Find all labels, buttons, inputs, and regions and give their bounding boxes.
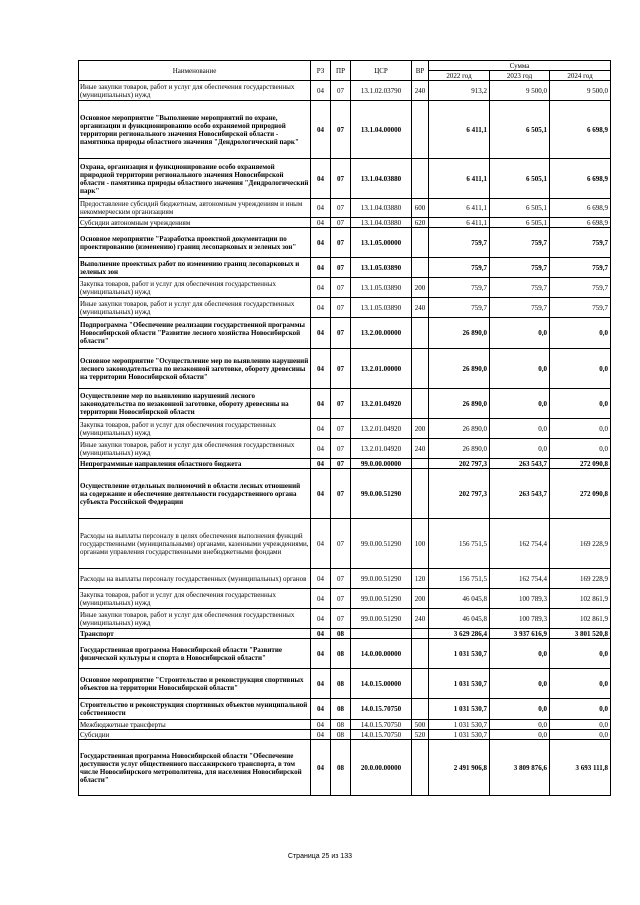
cell-rz: 04 bbox=[311, 669, 331, 699]
cell-2023: 100 789,3 bbox=[490, 609, 550, 629]
cell-rz: 04 bbox=[311, 228, 331, 258]
cell-name: Предоставление субсидий бюджетным, автономным учреждениям и иным некоммерческим организациям bbox=[79, 199, 311, 218]
cell-2023: 0,0 bbox=[490, 349, 550, 389]
cell-2024: 9 500,0 bbox=[550, 81, 611, 101]
cell-vr bbox=[412, 101, 429, 159]
cell-pr: 07 bbox=[331, 218, 351, 228]
table-row bbox=[79, 419, 611, 439]
cell-2024: 102 861,9 bbox=[550, 589, 611, 609]
cell-name: Основное мероприятие "Строительство и реконструкция спортивных объектов на территории Новосибирской области" bbox=[79, 669, 311, 699]
cell-pr: 07 bbox=[331, 258, 351, 278]
cell-2022: 1 031 530,7 bbox=[429, 720, 490, 730]
cell-rz: 04 bbox=[311, 199, 331, 218]
table-row bbox=[79, 258, 611, 278]
cell-2023: 6 505,1 bbox=[490, 101, 550, 159]
cell-2024: 759,7 bbox=[550, 298, 611, 318]
cell-pr: 07 bbox=[331, 81, 351, 101]
cell-vr: 240 bbox=[412, 439, 429, 459]
cell-name: Иные закупки товаров, работ и услуг для обеспечения государственных (муниципальных) нужд bbox=[79, 298, 311, 318]
cell-2023: 6 505,1 bbox=[490, 218, 550, 228]
cell-2023: 263 543,7 bbox=[490, 469, 550, 519]
table-row bbox=[79, 218, 611, 228]
cell-pr: 07 bbox=[331, 199, 351, 218]
table-row bbox=[79, 609, 611, 629]
cell-rz: 04 bbox=[311, 419, 331, 439]
cell-csr: 14.0.15.70750 bbox=[351, 699, 412, 720]
col-pr-header: ПР bbox=[331, 61, 351, 81]
cell-2022: 759,7 bbox=[429, 298, 490, 318]
cell-name: Подпрограмма "Обеспечение реализации государственной программы Новосибирской области "Развитие лесного хозяйства Новосибирской области" bbox=[79, 318, 311, 349]
table-row bbox=[79, 81, 611, 101]
cell-2022: 1 031 530,7 bbox=[429, 669, 490, 699]
cell-csr: 13.1.02.03790 bbox=[351, 81, 412, 101]
budget-sheet bbox=[78, 60, 610, 796]
cell-2024: 0,0 bbox=[550, 720, 611, 730]
cell-2022: 6 411,1 bbox=[429, 159, 490, 199]
cell-2024: 3 801 520,8 bbox=[550, 629, 611, 639]
cell-2023: 162 754,4 bbox=[490, 569, 550, 589]
cell-vr bbox=[412, 639, 429, 669]
cell-2023: 263 543,7 bbox=[490, 459, 550, 469]
table-row bbox=[79, 569, 611, 589]
table-row bbox=[79, 298, 611, 318]
cell-2022: 156 751,5 bbox=[429, 519, 490, 569]
cell-2024: 0,0 bbox=[550, 439, 611, 459]
cell-vr: 240 bbox=[412, 81, 429, 101]
cell-pr: 08 bbox=[331, 730, 351, 740]
cell-rz: 04 bbox=[311, 699, 331, 720]
cell-rz: 04 bbox=[311, 519, 331, 569]
cell-vr: 520 bbox=[412, 730, 429, 740]
cell-rz: 04 bbox=[311, 349, 331, 389]
table-row bbox=[79, 439, 611, 459]
cell-csr: 13.2.00.00000 bbox=[351, 318, 412, 349]
cell-pr: 07 bbox=[331, 469, 351, 519]
cell-pr: 07 bbox=[331, 228, 351, 258]
cell-name: Основное мероприятие "Осуществление мер по выявлению нарушений лесного законодательства по незаконной заготовке, обороту древесины на территории Новосибирской области" bbox=[79, 349, 311, 389]
cell-2024: 3 693 111,8 bbox=[550, 740, 611, 796]
cell-name: Иные закупки товаров, работ и услуг для обеспечения государственных (муниципальных) нужд bbox=[79, 439, 311, 459]
cell-csr: 13.2.01.04920 bbox=[351, 389, 412, 419]
cell-2022: 3 629 286,4 bbox=[429, 629, 490, 639]
cell-pr: 07 bbox=[331, 439, 351, 459]
table-row bbox=[79, 318, 611, 349]
cell-2022: 202 797,3 bbox=[429, 469, 490, 519]
cell-csr: 13.1.05.00000 bbox=[351, 228, 412, 258]
cell-name: Субсидии автономным учреждениям bbox=[79, 218, 311, 228]
cell-name: Расходы на выплаты персоналу государственных (муниципальных) органов bbox=[79, 569, 311, 589]
cell-name: Непрограммные направления областного бюджета bbox=[79, 459, 311, 469]
cell-name: Основное мероприятие "Разработка проектной документации по проектированию (изменению) границ лесопарковых и зеленых зон" bbox=[79, 228, 311, 258]
cell-pr: 07 bbox=[331, 419, 351, 439]
cell-rz: 04 bbox=[311, 81, 331, 101]
cell-rz: 04 bbox=[311, 720, 331, 730]
table-row bbox=[79, 699, 611, 720]
cell-rz: 04 bbox=[311, 629, 331, 639]
cell-name: Государственная программа Новосибирской области "Обеспечение доступности услуг общественного пассажирского транспорта, в том числе Новосибирского метрополитена, для населения Новосибирской области" bbox=[79, 740, 311, 796]
cell-name: Субсидии bbox=[79, 730, 311, 740]
cell-csr: 13.2.01.04920 bbox=[351, 419, 412, 439]
col-csr-header: ЦСР bbox=[351, 61, 412, 81]
cell-csr: 13.1.05.03890 bbox=[351, 278, 412, 298]
page-number: Страница 25 из 133 bbox=[287, 853, 353, 860]
cell-pr: 07 bbox=[331, 298, 351, 318]
cell-vr bbox=[412, 459, 429, 469]
table-row bbox=[79, 519, 611, 569]
table-row bbox=[79, 349, 611, 389]
table-row bbox=[79, 629, 611, 639]
cell-csr: 14.0.15.70750 bbox=[351, 730, 412, 740]
cell-rz: 04 bbox=[311, 439, 331, 459]
cell-name: Закупка товаров, работ и услуг для обеспечения государственных (муниципальных) нужд bbox=[79, 589, 311, 609]
table-row bbox=[79, 101, 611, 159]
col-year-2024: 2024 год bbox=[550, 71, 611, 81]
cell-2022: 26 890,0 bbox=[429, 419, 490, 439]
cell-2022: 26 890,0 bbox=[429, 389, 490, 419]
cell-vr: 200 bbox=[412, 419, 429, 439]
cell-pr: 08 bbox=[331, 669, 351, 699]
cell-2024: 272 090,8 bbox=[550, 469, 611, 519]
cell-vr bbox=[412, 349, 429, 389]
cell-2024: 0,0 bbox=[550, 639, 611, 669]
cell-vr bbox=[412, 629, 429, 639]
cell-2024: 102 861,9 bbox=[550, 609, 611, 629]
cell-pr: 08 bbox=[331, 720, 351, 730]
cell-name: Строительство и реконструкция спортивных объектов муниципальной собственности bbox=[79, 699, 311, 720]
cell-pr: 07 bbox=[331, 278, 351, 298]
cell-rz: 04 bbox=[311, 298, 331, 318]
cell-rz: 04 bbox=[311, 469, 331, 519]
cell-vr bbox=[412, 740, 429, 796]
col-rz-header: РЗ bbox=[311, 61, 331, 81]
cell-2023: 0,0 bbox=[490, 389, 550, 419]
cell-csr: 13.2.01.04920 bbox=[351, 439, 412, 459]
cell-2022: 759,7 bbox=[429, 278, 490, 298]
cell-vr bbox=[412, 258, 429, 278]
cell-csr: 99.0.00.51290 bbox=[351, 519, 412, 569]
cell-2023: 9 500,0 bbox=[490, 81, 550, 101]
cell-2023: 0,0 bbox=[490, 318, 550, 349]
cell-2023: 6 505,1 bbox=[490, 159, 550, 199]
budget-table bbox=[78, 60, 611, 796]
cell-vr: 200 bbox=[412, 589, 429, 609]
cell-rz: 04 bbox=[311, 569, 331, 589]
cell-name: Иные закупки товаров, работ и услуг для обеспечения государственных (муниципальных) нужд bbox=[79, 81, 311, 101]
cell-pr: 08 bbox=[331, 639, 351, 669]
col-name-header: Наименование bbox=[79, 61, 311, 81]
table-row bbox=[79, 740, 611, 796]
cell-vr: 200 bbox=[412, 278, 429, 298]
cell-csr: 99.0.00.51290 bbox=[351, 569, 412, 589]
cell-csr: 20.0.00.00000 bbox=[351, 740, 412, 796]
cell-2022: 46 045,8 bbox=[429, 589, 490, 609]
cell-csr: 13.1.05.03890 bbox=[351, 298, 412, 318]
cell-2022: 6 411,1 bbox=[429, 101, 490, 159]
cell-2022: 26 890,0 bbox=[429, 318, 490, 349]
col-year-2022: 2022 год bbox=[429, 71, 490, 81]
cell-csr: 14.0.00.00000 bbox=[351, 639, 412, 669]
cell-2022: 913,2 bbox=[429, 81, 490, 101]
cell-2024: 6 698,9 bbox=[550, 218, 611, 228]
cell-2024: 0,0 bbox=[550, 389, 611, 419]
cell-2024: 0,0 bbox=[550, 349, 611, 389]
cell-csr: 13.1.04.03880 bbox=[351, 159, 412, 199]
cell-rz: 04 bbox=[311, 278, 331, 298]
cell-pr: 07 bbox=[331, 609, 351, 629]
cell-2024: 0,0 bbox=[550, 419, 611, 439]
cell-rz: 04 bbox=[311, 218, 331, 228]
cell-2022: 759,7 bbox=[429, 228, 490, 258]
cell-name: Основное мероприятие "Выполнение мероприятий по охране, организации и функционированию особо охраняемой природной территории регионального значения Новосибирской области - памятника природы областного значения "Дендрологический парк" bbox=[79, 101, 311, 159]
cell-vr bbox=[412, 389, 429, 419]
cell-csr: 13.2.01.00000 bbox=[351, 349, 412, 389]
cell-2024: 6 698,9 bbox=[550, 199, 611, 218]
cell-pr: 07 bbox=[331, 159, 351, 199]
cell-pr: 07 bbox=[331, 101, 351, 159]
cell-vr bbox=[412, 669, 429, 699]
cell-csr: 14.0.15.00000 bbox=[351, 669, 412, 699]
cell-rz: 04 bbox=[311, 159, 331, 199]
cell-2023: 0,0 bbox=[490, 419, 550, 439]
cell-name: Межбюджетные трансферты bbox=[79, 720, 311, 730]
cell-2022: 1 031 530,7 bbox=[429, 730, 490, 740]
table-row bbox=[79, 730, 611, 740]
cell-rz: 04 bbox=[311, 639, 331, 669]
table-row bbox=[79, 459, 611, 469]
cell-rz: 04 bbox=[311, 609, 331, 629]
cell-name: Закупка товаров, работ и услуг для обеспечения государственных (муниципальных) нужд bbox=[79, 278, 311, 298]
table-row bbox=[79, 720, 611, 730]
cell-pr: 08 bbox=[331, 740, 351, 796]
cell-2023: 0,0 bbox=[490, 730, 550, 740]
cell-2024: 169 228,9 bbox=[550, 569, 611, 589]
cell-2024: 6 698,9 bbox=[550, 101, 611, 159]
cell-csr: 13.1.04.00000 bbox=[351, 101, 412, 159]
cell-2022: 1 031 530,7 bbox=[429, 699, 490, 720]
cell-2023: 759,7 bbox=[490, 278, 550, 298]
cell-name: Охрана, организация и функционирование особо охраняемой природной территории регионального значения Новосибирской области - памятника природы областного значения "Дендрологический парк" bbox=[79, 159, 311, 199]
cell-2022: 26 890,0 bbox=[429, 349, 490, 389]
cell-name: Расходы на выплаты персоналу в целях обеспечения выполнения функций государственными (муниципальными) органами, казенными учреждениями, органами управления государственными внебюджетными фондами bbox=[79, 519, 311, 569]
cell-rz: 04 bbox=[311, 318, 331, 349]
cell-pr: 08 bbox=[331, 699, 351, 720]
cell-vr bbox=[412, 699, 429, 720]
cell-2024: 0,0 bbox=[550, 730, 611, 740]
table-row bbox=[79, 589, 611, 609]
cell-2024: 759,7 bbox=[550, 258, 611, 278]
cell-pr: 07 bbox=[331, 318, 351, 349]
cell-rz: 04 bbox=[311, 101, 331, 159]
cell-name: Транспорт bbox=[79, 629, 311, 639]
cell-2023: 0,0 bbox=[490, 720, 550, 730]
cell-2024: 759,7 bbox=[550, 228, 611, 258]
cell-2023: 3 809 876,6 bbox=[490, 740, 550, 796]
table-row bbox=[79, 669, 611, 699]
cell-pr: 08 bbox=[331, 629, 351, 639]
cell-2022: 2 491 906,8 bbox=[429, 740, 490, 796]
cell-2022: 6 411,1 bbox=[429, 218, 490, 228]
cell-name: Осуществление отдельных полномочий в области лесных отношений на содержание и обеспечение деятельности государственного органа субъекта Российской Федерации bbox=[79, 469, 311, 519]
cell-2023: 0,0 bbox=[490, 669, 550, 699]
cell-pr: 07 bbox=[331, 589, 351, 609]
cell-2022: 156 751,5 bbox=[429, 569, 490, 589]
cell-rz: 04 bbox=[311, 730, 331, 740]
cell-vr: 620 bbox=[412, 218, 429, 228]
cell-vr: 240 bbox=[412, 609, 429, 629]
cell-vr bbox=[412, 318, 429, 349]
cell-2023: 6 505,1 bbox=[490, 199, 550, 218]
cell-name: Закупка товаров, работ и услуг для обеспечения государственных (муниципальных) нужд bbox=[79, 419, 311, 439]
cell-2022: 202 797,3 bbox=[429, 459, 490, 469]
cell-2022: 759,7 bbox=[429, 258, 490, 278]
cell-2023: 759,7 bbox=[490, 228, 550, 258]
cell-csr: 13.1.04.03880 bbox=[351, 199, 412, 218]
cell-2023: 0,0 bbox=[490, 439, 550, 459]
cell-pr: 07 bbox=[331, 519, 351, 569]
cell-vr: 240 bbox=[412, 298, 429, 318]
cell-vr bbox=[412, 228, 429, 258]
cell-vr bbox=[412, 159, 429, 199]
col-vr-header: ВР bbox=[412, 61, 429, 81]
cell-pr: 07 bbox=[331, 459, 351, 469]
cell-csr: 13.1.05.03890 bbox=[351, 258, 412, 278]
cell-pr: 07 bbox=[331, 389, 351, 419]
cell-csr bbox=[351, 629, 412, 639]
cell-csr: 99.0.00.51290 bbox=[351, 469, 412, 519]
cell-2024: 272 090,8 bbox=[550, 459, 611, 469]
table-row bbox=[79, 199, 611, 218]
cell-2022: 46 045,8 bbox=[429, 609, 490, 629]
cell-2023: 3 937 616,9 bbox=[490, 629, 550, 639]
table-row bbox=[79, 389, 611, 419]
cell-2022: 6 411,1 bbox=[429, 199, 490, 218]
cell-name: Выполнение проектных работ по изменению границ лесопарковых и зеленых зон bbox=[79, 258, 311, 278]
cell-2022: 1 031 530,7 bbox=[429, 639, 490, 669]
cell-2024: 6 698,9 bbox=[550, 159, 611, 199]
cell-rz: 04 bbox=[311, 589, 331, 609]
table-row bbox=[79, 228, 611, 258]
cell-rz: 04 bbox=[311, 258, 331, 278]
cell-2023: 100 789,3 bbox=[490, 589, 550, 609]
cell-csr: 99.0.00.00000 bbox=[351, 459, 412, 469]
cell-2022: 26 890,0 bbox=[429, 439, 490, 459]
cell-2023: 759,7 bbox=[490, 258, 550, 278]
cell-vr: 600 bbox=[412, 199, 429, 218]
cell-2024: 169 228,9 bbox=[550, 519, 611, 569]
cell-csr: 99.0.00.51290 bbox=[351, 609, 412, 629]
cell-2024: 0,0 bbox=[550, 318, 611, 349]
col-sum-header: Сумма bbox=[429, 61, 611, 71]
cell-csr: 13.1.04.03880 bbox=[351, 218, 412, 228]
table-row bbox=[79, 639, 611, 669]
cell-2024: 0,0 bbox=[550, 669, 611, 699]
table-row bbox=[79, 469, 611, 519]
cell-vr: 100 bbox=[412, 519, 429, 569]
cell-2023: 162 754,4 bbox=[490, 519, 550, 569]
cell-name: Осуществление мер по выявлению нарушений лесного законодательства по незаконной заготовке, обороту древесины на территории Новосибирской области bbox=[79, 389, 311, 419]
cell-name: Государственная программа Новосибирской области "Развитие физической культуры и спорта в Новосибирской области" bbox=[79, 639, 311, 669]
table-row bbox=[79, 278, 611, 298]
cell-2024: 0,0 bbox=[550, 699, 611, 720]
cell-2023: 759,7 bbox=[490, 298, 550, 318]
cell-rz: 04 bbox=[311, 740, 331, 796]
table-body bbox=[79, 81, 611, 796]
cell-csr: 14.0.15.70750 bbox=[351, 720, 412, 730]
cell-2024: 759,7 bbox=[550, 278, 611, 298]
cell-2023: 0,0 bbox=[490, 699, 550, 720]
cell-name: Иные закупки товаров, работ и услуг для обеспечения государственных (муниципальных) нужд bbox=[79, 609, 311, 629]
header-row-top bbox=[79, 61, 611, 71]
cell-rz: 04 bbox=[311, 389, 331, 419]
cell-pr: 07 bbox=[331, 569, 351, 589]
cell-pr: 07 bbox=[331, 349, 351, 389]
cell-vr: 500 bbox=[412, 720, 429, 730]
cell-rz: 04 bbox=[311, 459, 331, 469]
cell-vr bbox=[412, 469, 429, 519]
cell-csr: 99.0.00.51290 bbox=[351, 589, 412, 609]
cell-vr: 120 bbox=[412, 569, 429, 589]
table-row bbox=[79, 159, 611, 199]
col-year-2023: 2023 год bbox=[490, 71, 550, 81]
cell-2023: 0,0 bbox=[490, 639, 550, 669]
